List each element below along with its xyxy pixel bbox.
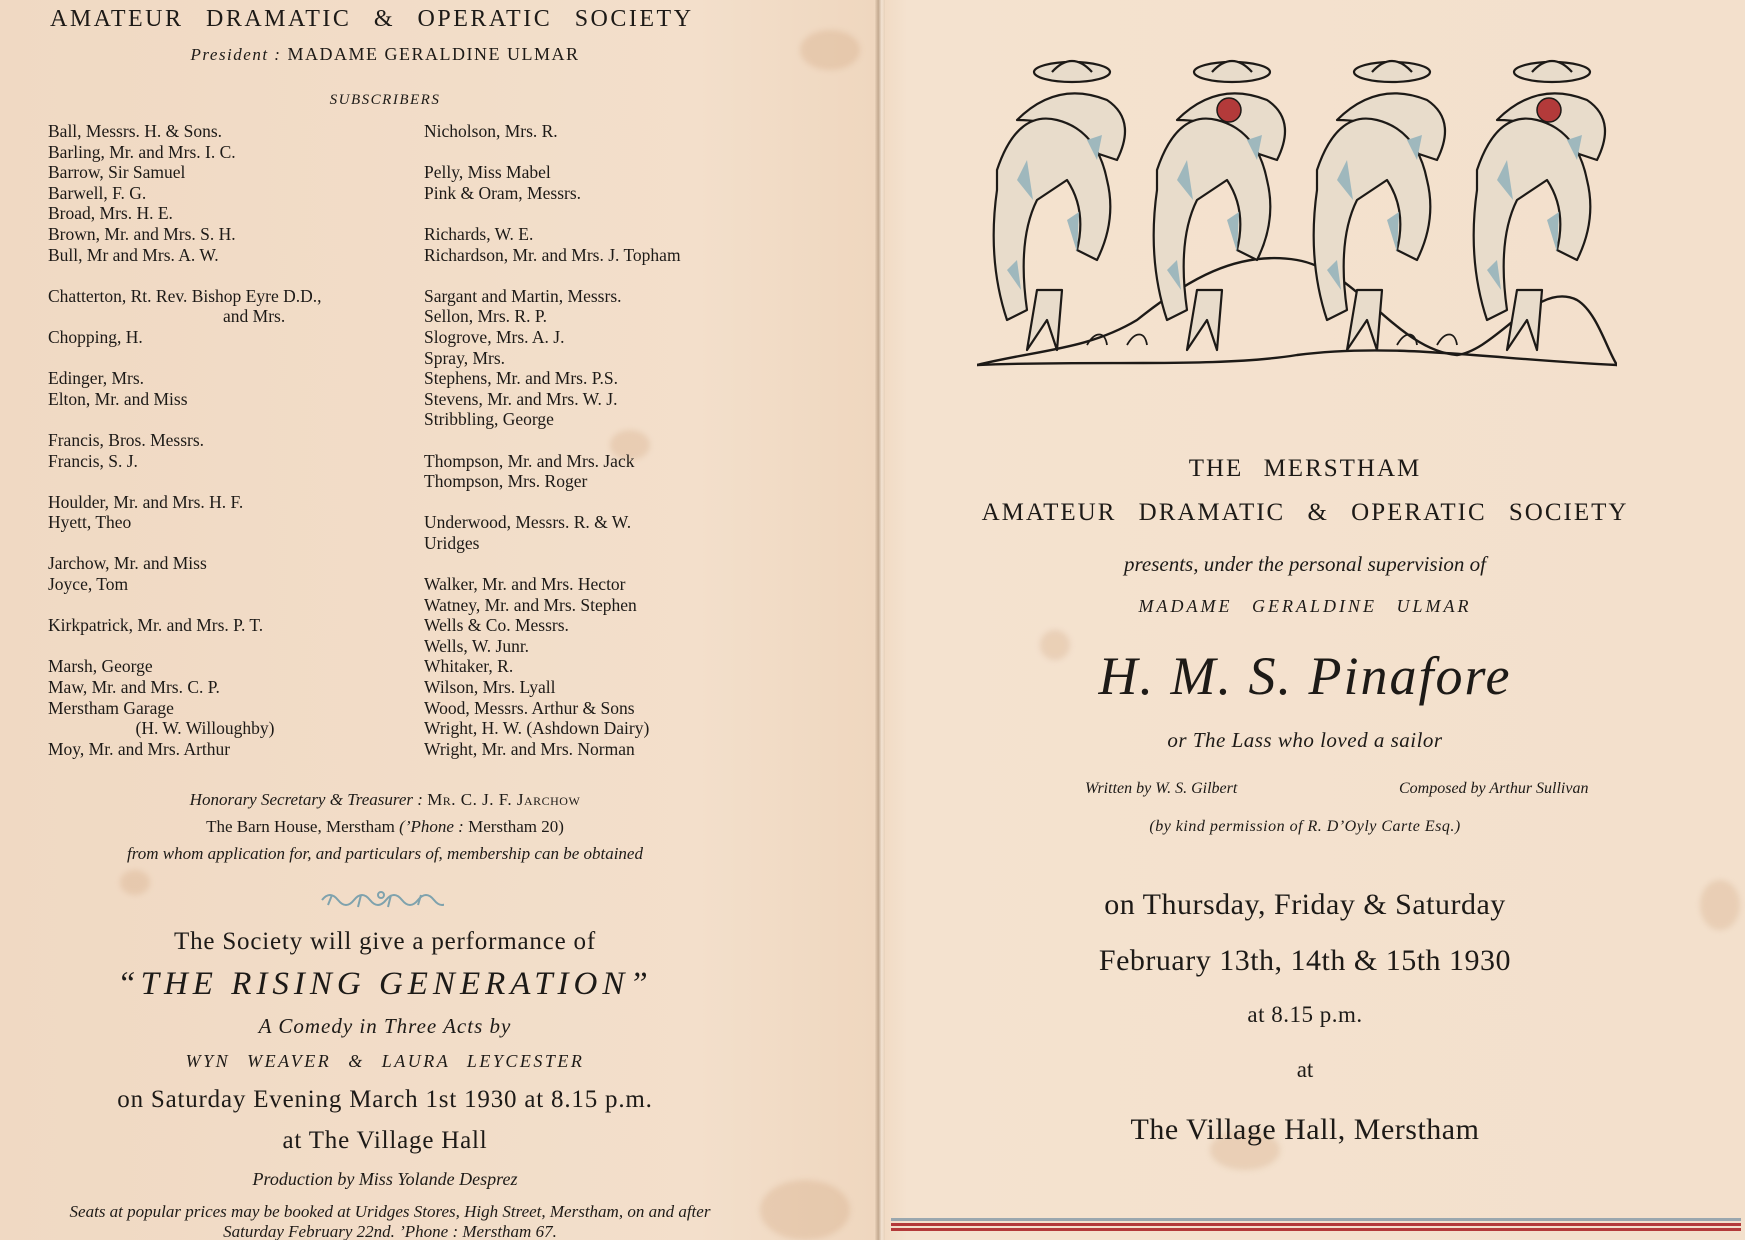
subscriber-entry: Wells & Co. Messrs. <box>424 615 569 636</box>
performance-days: on Thursday, Friday & Saturday <box>1104 888 1506 921</box>
list-spacer <box>424 430 744 451</box>
subscriber-entry: (H. W. Willoughby) <box>48 718 275 739</box>
right-page <box>885 0 1745 1240</box>
subscriber-entry: Richards, W. E. <box>424 223 534 244</box>
subscriber-entry: Thompson, Mrs. Roger <box>424 471 588 492</box>
written-by: Written by W. S. Gilbert <box>1085 780 1238 797</box>
decorative-stripes <box>891 1218 1741 1240</box>
subscriber-entry: Wells, W. Junr. <box>424 635 530 656</box>
performance-intro: The Society will give a performance of <box>174 928 596 955</box>
subscriber-entry: Sargant and Martin, Messrs. <box>424 285 622 306</box>
subscribers-title: SUBSCRIBERS <box>329 92 441 108</box>
hon-phone-label: (’Phone : <box>399 817 464 836</box>
subscriber-entry: Uridges <box>424 532 480 553</box>
subscriber-entry: Jarchow, Mr. and Miss <box>48 553 207 574</box>
society-header: AMATEUR DRAMATIC & OPERATIC SOCIETY <box>50 6 694 32</box>
list-spacer <box>424 553 744 574</box>
society-line-1: THE MERSTHAM <box>1188 455 1422 482</box>
subscriber-entry: Sellon, Mrs. R. P. <box>424 306 548 327</box>
subscriber-entry: Thompson, Mr. and Mrs. Jack <box>424 450 635 471</box>
society-line-2: AMATEUR DRAMATIC & OPERATIC SOCIETY <box>981 499 1629 526</box>
subscriber-entry: Chopping, H. <box>48 326 143 347</box>
venue: The Village Hall, Merstham <box>1130 1113 1480 1146</box>
subscribers-column-a <box>48 121 378 759</box>
hon-name: Mr. C. J. F. Jarchow <box>427 790 581 809</box>
subscriber-entry: Joyce, Tom <box>48 574 129 595</box>
subscriber-entry: Edinger, Mrs. <box>48 368 145 389</box>
subscriber-entry: Wright, Mr. and Mrs. Norman <box>424 738 635 759</box>
subscriber-entry: Barrow, Sir Samuel <box>48 162 186 183</box>
ornament-icon <box>318 887 444 913</box>
subscriber-entry: Watney, Mr. and Mrs. Stephen <box>424 594 637 615</box>
subscriber-entry: Wilson, Mrs. Lyall <box>424 677 556 698</box>
subscriber-entry: Slogrove, Mrs. A. J. <box>424 326 565 347</box>
composed-by: Composed by Arthur Sullivan <box>1399 780 1589 797</box>
subscriber-entry: Francis, S. J. <box>48 450 138 471</box>
president-name: MADAME GERALDINE ULMAR <box>287 44 580 64</box>
honorary-secretary-block <box>0 786 770 867</box>
subscriber-entry: Underwood, Messrs. R. & W. <box>424 512 632 533</box>
subscriber-entry: Pink & Oram, Messrs. <box>424 182 582 203</box>
subscriber-entry: Stephens, Mr. and Mrs. P.S. <box>424 368 618 389</box>
presents-line: presents, under the personal supervision of <box>1123 552 1487 576</box>
performance-title: “THE RISING GENERATION” <box>117 966 653 1002</box>
list-spacer <box>48 595 378 616</box>
subscriber-entry: Chatterton, Rt. Rev. Bishop Eyre D.D., <box>48 285 322 306</box>
show-title: H. M. S. Pinafore <box>1098 646 1512 706</box>
list-spacer <box>48 636 378 657</box>
hon-phone: Merstham 20) <box>468 817 564 836</box>
dancer-figure <box>994 61 1125 350</box>
list-spacer <box>48 265 378 286</box>
performance-seats: Seats at popular prices may be booked at Uridges Stores, High Street, Merstham, on and after Saturday February 22nd. ’Phone : Merstham 67. <box>69 1202 711 1240</box>
list-spacer <box>48 533 378 554</box>
list-spacer <box>48 471 378 492</box>
list-spacer <box>424 265 744 286</box>
subscriber-entry: Maw, Mr. and Mrs. C. P. <box>48 677 220 698</box>
list-spacer <box>48 409 378 430</box>
at-label: at <box>1296 1057 1314 1082</box>
subscriber-entry: Ball, Messrs. H. & Sons. <box>48 121 223 141</box>
list-spacer <box>424 142 744 163</box>
hon-address: The Barn House, Merstham <box>206 817 395 836</box>
subscriber-entry: Walker, Mr. and Mrs. Hector <box>424 574 626 595</box>
performance-authors: WYN WEAVER & LAURA LEYCESTER <box>185 1051 585 1071</box>
performance-dates: February 13th, 14th & 15th 1930 <box>1098 944 1512 977</box>
performance-subtitle: A Comedy in Three Acts by <box>258 1014 512 1038</box>
hon-note: from whom application for, and particulars of, membership can be obtained <box>127 844 643 863</box>
subscriber-entry: Barwell, F. G. <box>48 182 147 203</box>
performance-time: at 8.15 p.m. <box>1247 1002 1363 1027</box>
subscribers-column-b <box>424 121 744 759</box>
center-fold <box>875 0 885 1240</box>
supervisor-name: MADAME GERALDINE ULMAR <box>1138 596 1472 616</box>
subscriber-entry: Stribbling, George <box>424 409 554 430</box>
subscriber-entry: Hyett, Theo <box>48 512 132 533</box>
subscriber-entry: Broad, Mrs. H. E. <box>48 203 173 224</box>
subscriber-entry: Kirkpatrick, Mr. and Mrs. P. T. <box>48 615 264 636</box>
subscriber-entry: Pelly, Miss Mabel <box>424 162 551 183</box>
sailor-dancers-illustration <box>977 50 1617 380</box>
list-spacer <box>424 492 744 513</box>
list-spacer <box>424 203 744 224</box>
subscriber-entry: Houlder, Mr. and Mrs. H. F. <box>48 491 244 512</box>
subscriber-entry: Richardson, Mr. and Mrs. J. Topham <box>424 244 681 265</box>
subscriber-entry: Wright, H. W. (Ashdown Dairy) <box>424 718 650 739</box>
subscriber-entry: Whitaker, R. <box>424 656 514 677</box>
subscriber-entry: Marsh, George <box>48 656 153 677</box>
performance-date: on Saturday Evening March 1st 1930 at 8.15 p.m. <box>117 1086 653 1113</box>
show-subtitle: or The Lass who loved a sailor <box>1167 728 1443 752</box>
performance-production: Production by Miss Yolande Desprez <box>252 1169 518 1189</box>
subscriber-entry: Bull, Mr and Mrs. A. W. <box>48 244 219 265</box>
subscriber-entry: Barling, Mr. and Mrs. I. C. <box>48 141 236 162</box>
subscriber-entry: Elton, Mr. and Miss <box>48 388 188 409</box>
president-label: President : <box>190 45 282 64</box>
subscriber-entry: Stevens, Mr. and Mrs. W. J. <box>424 388 618 409</box>
performance-venue: at The Village Hall <box>282 1127 488 1154</box>
subscriber-entry: Spray, Mrs. <box>424 347 506 368</box>
list-spacer <box>48 348 378 369</box>
subscriber-entry: Wood, Messrs. Arthur & Sons <box>424 697 635 718</box>
subscriber-entry: Moy, Mr. and Mrs. Arthur <box>48 738 231 759</box>
president-line <box>0 44 770 65</box>
subscriber-entry: Nicholson, Mrs. R. <box>424 121 558 141</box>
subscriber-entry: and Mrs. <box>48 306 286 327</box>
subscriber-entry: Merstham Garage <box>48 697 174 718</box>
hon-label: Honorary Secretary & Treasurer : <box>189 790 423 809</box>
subscriber-entry: Brown, Mr. and Mrs. S. H. <box>48 223 236 244</box>
subscriber-entry: Francis, Bros. Messrs. <box>48 429 205 450</box>
permission-line: (by kind permission of R. D’Oyly Carte Esq.) <box>1149 818 1461 835</box>
